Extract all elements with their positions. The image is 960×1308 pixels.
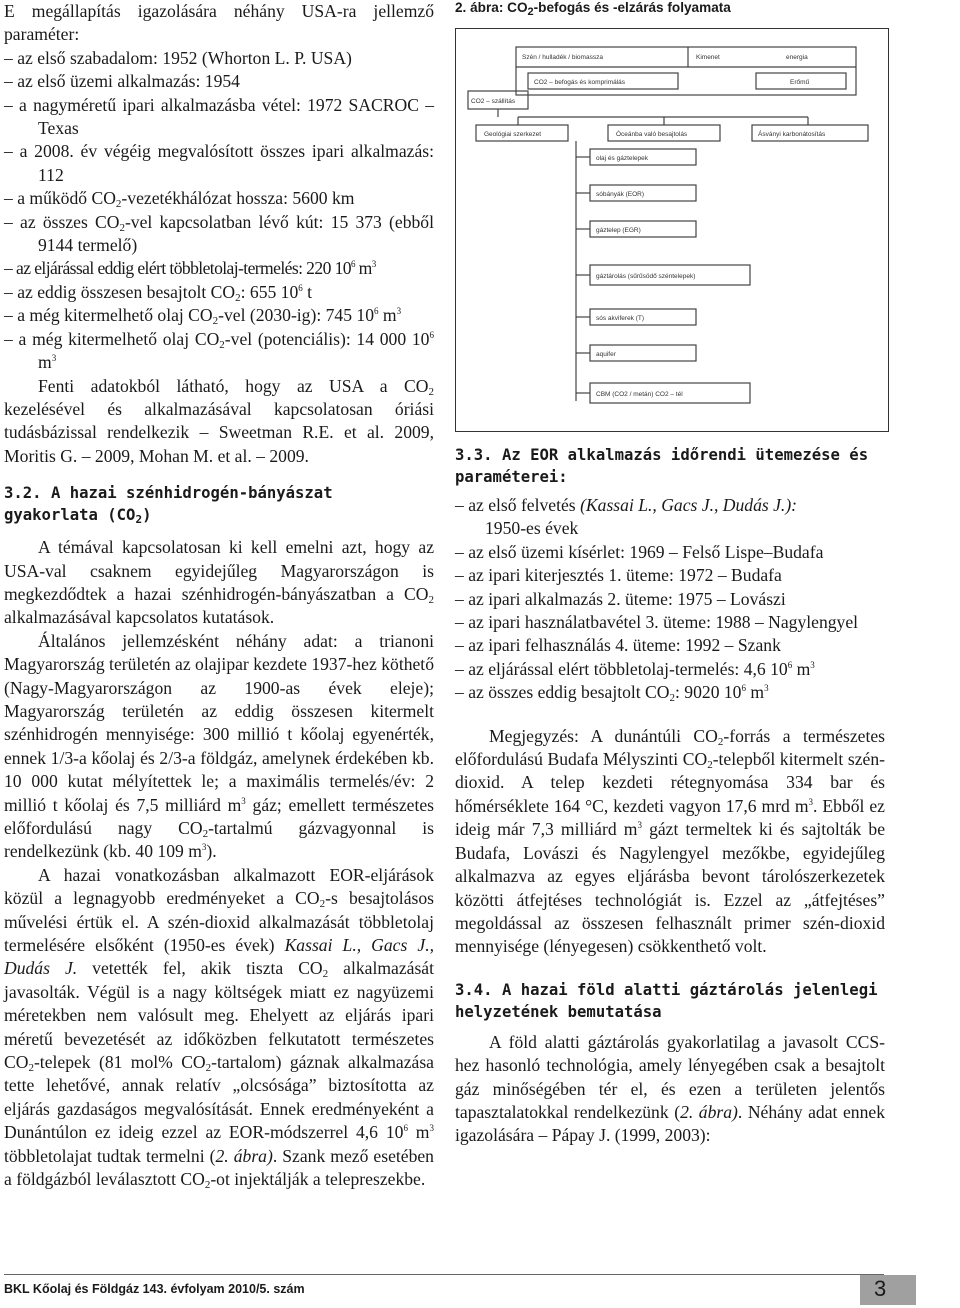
diagram-label: Erőmű [790, 79, 810, 86]
page-footer [4, 1274, 904, 1308]
paragraph: A föld alatti gáztárolás gyakorlatilag a javasolt CCS-hez hasonló technológia, amely lényegében csak a besajtolt gáz minőségében tér el, és ezen a területen jelentős tapasztalatokkal rendelkezünk (2. ábra). Néhány adat ennek igazolására – Pápay J. (1999, 2003): [455, 1031, 885, 1146]
diagram-label: aquifer [596, 351, 616, 358]
list-item: – az első felvetés (Kassai L., Gacs J., Dudás J.): [455, 495, 798, 515]
list-item: – a működő $CO_2$-vezetékhálózat hossza: 5600 km [4, 188, 355, 211]
diagram-label: Óceánba való besajtolás [616, 131, 688, 138]
list-item: – az első üzemi kísérlet: 1969 – Felső Lispe–Budafa [455, 541, 824, 562]
list-item: – a 2008. év végéig megvalósított összes ipari alkalmazás: 112 [4, 141, 434, 185]
list-item: – az első üzemi alkalmazás: 1954 [4, 71, 240, 92]
diagram-label: Ásványi karbonátosítás [758, 131, 826, 138]
diagram-svg [456, 29, 888, 431]
section-heading-3-4: 3.4. A hazai föld alatti gáztárolás jelenlegi helyzetének bemutatása [455, 980, 878, 1021]
list-item-continuation: 1950-es évek [485, 518, 579, 539]
section-heading-3-2: 3.2. A hazai szénhidrogén-bányászat gyakorlata $(CO_2)$ [4, 484, 333, 527]
list-item: – az első szabadalom: 1952 (Whorton L. P. USA) [4, 47, 352, 68]
list-item: – az összes $CO_2$-vel kapcsolatban lévő kút: 15 373 (ebből 9144 termelő) [4, 211, 434, 256]
intro-text: E megállapítás igazolására néhány USA-ra jellemző paraméter: [4, 1, 434, 45]
diagram-label: CO2 – szállítás [471, 98, 516, 105]
diagram-label: CBM (CO2 / metán) CO2 – tél [596, 391, 683, 398]
footer-rule [4, 1274, 884, 1275]
diagram-label: sóbányák (EOR) [596, 191, 645, 198]
list-item: – a nagyméretű ipari alkalmazásba vétel: 1972 SACROC – Texas [4, 94, 434, 139]
diagram-label: gáztelep (EGR) [596, 227, 641, 234]
list-item: – az eddig összesen besajtolt $CO_2$: 655 $10^6$ t [4, 281, 313, 304]
diagram-label: Geológiai szerkezet [484, 131, 542, 138]
diagram-label: gáztárolás (sűrűsödő széntelepek) [596, 273, 696, 280]
paragraph: Általános jellemzésként néhány adat: a trianoni Magyarország területén az olajipar kezdete 1937-hez köthető (Nagy-Magyarországon az 1900-as évek eleje); Magyarország területén az eddig összesen kitermelt szénhidrogén mennyisége: 300 millió t kőolaj egyenérték, ennek 1/3-a kőolaj és 2/3-a földgáz, amelynek érdekében kb. 10 000 kutat mélyítettek le; a maximális termelés/év: 2 millió t kőolaj és 7,5 milliárd $m^3$ gáz; emellett természetes előfordulású nagy $CO_2$-tartalmú gázvagyonnal is rendelkezünk (kb. 40 109 $m^3$). [4, 630, 434, 862]
diagram-label: olaj és gáztelepek [596, 155, 649, 162]
right-column [455, 444, 885, 1148]
diagram-label: CO2 – befogás és komprimálás [534, 79, 626, 86]
paragraph: Megjegyzés: A dunántúli $CO_2$-forrás a természetes előfordulású Budafa Mélyszinti $CO_2$-telepből kitermelt szén-dioxid. A telep kezdeti rétegnyomása 334 bar és hőmérséklete 164 °C, kezdeti vagyon 17,6 mrd $m^3$. Ebből ez ideig már 7,3 milliárd $m^3$ gázt termeltek ki és sajtolták be Budafa, Lovászi és Nagylengyel mezőkbe, egyidejűleg alkalmazva az egyes eljárásba bevont tárolószerkezetek közötti átfejtéses technológiát is. Ezzel az „átfejtéses” megoldással az összesen felhasznált primer szén-dioxid mennyisége (lényegesen) csökkenthető volt. [455, 725, 886, 957]
page-number-box [860, 1275, 916, 1305]
list-item: – az eljárással eddig elért többletolaj-termelés: 220 $10^6$ $m^3$ [4, 258, 376, 279]
diagram-label: sós akviferek (T) [596, 315, 645, 322]
section-heading-3-3: 3.3. Az EOR alkalmazás időrendi ütemezése és paraméterei: [455, 446, 869, 486]
list-item: – a még kitermelhető olaj $CO_2$-vel (2030-ig): 745 $10^6$ $m^3$ [4, 305, 402, 328]
list-item: – az ipari felhasználás 4. üteme: 1992 – Szank [455, 635, 781, 656]
diagram-label: energia [786, 54, 808, 61]
diagram-label: Szén / hulladék / biomassza [522, 54, 603, 61]
list-item: – az ipari kiterjesztés 1. üteme: 1972 – Budafa [455, 565, 782, 586]
list-item: – az összes eddig besajtolt $CO_2$: 9020 $10^6$ $m^3$ [455, 682, 769, 705]
figure-caption: 2. ábra: $CO_2$-befogás és -elzárás folyamata [455, 0, 731, 18]
paragraph: Fenti adatokból látható, hogy az USA a $CO_2$ kezelésével és alkalmazásával kapcsolatosan óriási tudásbázissal rendelkezik – Sweetman R.E. et al. 2009, Moritis G. – 2009, Mohan M. et al. – 2009. [4, 375, 434, 466]
left-column [4, 0, 434, 1192]
list-item: – az eljárással elért többletolaj-termelés: 4,6 $10^6$ $m^3$ [455, 658, 815, 679]
list-item: – az ipari alkalmazás 2. üteme: 1975 – Lovászi [455, 588, 786, 609]
journal-name: BKL Kőolaj és Földgáz 143. évfolyam 2010/5. szám [4, 1282, 305, 1296]
paragraph: A hazai vonatkozásban alkalmazott EOR-eljárások közül a legnagyobb eredményeket a $CO_2-s$ besajtolásos művelési értük el. A szén-dioxid alkalmazását többletolaj termelésére elsőként (1950-es évek) Kassai L., Gacs J., Dudás J. vetették fel, akik tiszta $CO_2$ alkalmazását javasolták. Végül is a nagy költségek miatt ez nagyüzemi méretekben nem valósult meg. Ehelyett az eljárás ipari méretű bevezetését az időközben felkutatott természetes $CO_2$-telepek (81 mol% $CO_2-tartalom$) gáznak alkalmazása tette lehetővé, annak relatív „olcsósága” biztosította az eljárás gazdaságos megvalósítását. Ennek eredményeként a Dunántúlon ez ideig ezzel az EOR-módszerrel 4,6 $10^6$ $m^3$ többletolajat tudtak termelni (2. ábra). Szank mező esetében a földgázból leválasztott $CO_2-ot$ injektálják a telepreszekbe. [4, 864, 434, 1192]
list-item: – a még kitermelhető olaj $CO_2$-vel (potenciális): 14 000 $10^6$ $m^3$ [4, 328, 434, 373]
diagram-label: Kimenet [696, 54, 720, 61]
paragraph: A témával kapcsolatosan ki kell emelni azt, hogy az USA-val csaknem egyidejűleg Magyarországon is megkezdődtek a hazai szénhidrogén-bányászatban a $CO_2$ alkalmazásával kapcsolatos kutatások. [4, 537, 434, 628]
ccs-process-diagram [455, 28, 889, 432]
page-number: 3 [874, 1276, 887, 1301]
list-item: – az ipari használatbavétel 3. üteme: 1988 – Nagylengyel [455, 612, 859, 633]
